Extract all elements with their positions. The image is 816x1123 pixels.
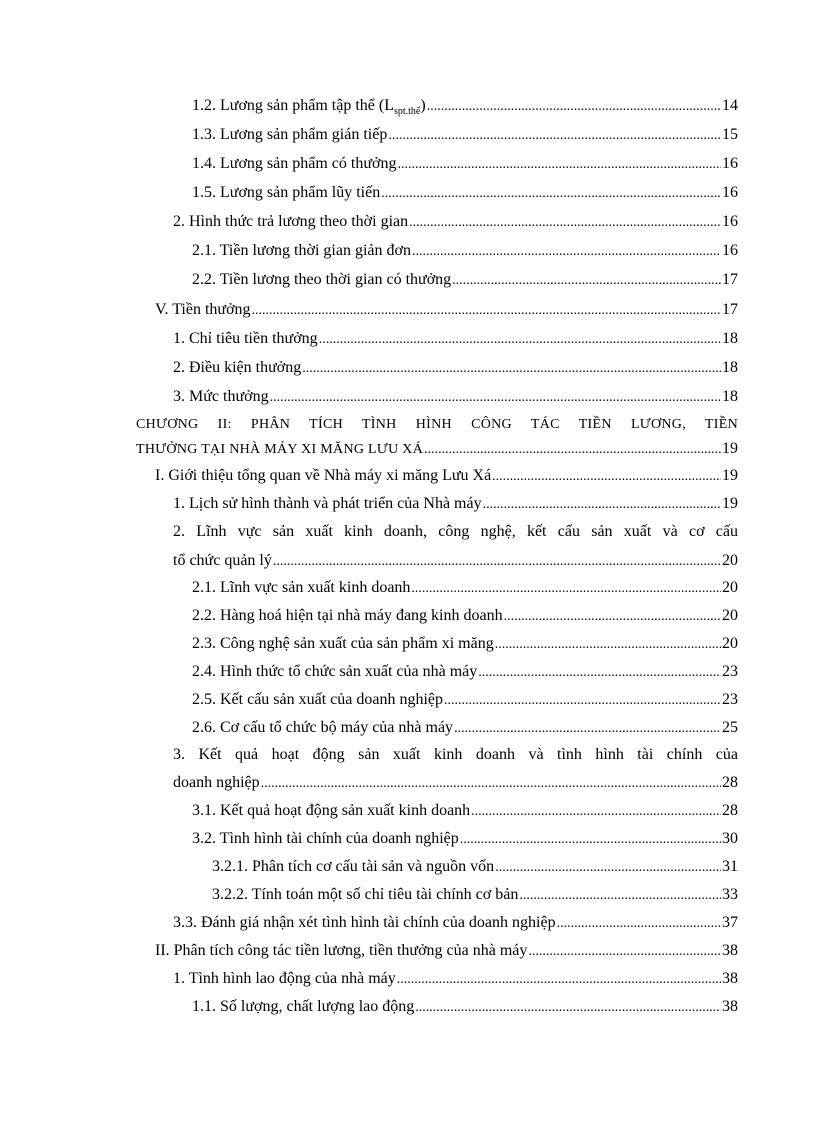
toc-entry — [173, 358, 738, 379]
toc-page-number: 16 — [722, 242, 738, 259]
toc-entry — [192, 96, 738, 117]
toc-page-number: 19 — [722, 467, 738, 484]
dot-leader — [492, 466, 721, 487]
toc-entry — [173, 329, 738, 350]
dot-leader — [427, 96, 721, 117]
toc-entry — [173, 913, 738, 934]
toc-page-number: 16 — [722, 155, 738, 172]
toc-entry — [192, 829, 738, 850]
dot-leader — [424, 439, 721, 460]
toc-entry-title: tổ chức quản lý — [173, 552, 272, 569]
toc-entry — [155, 466, 738, 487]
toc-entry-title: doanh nghiệp — [173, 774, 260, 791]
toc-entry-title: 2. Điều kiện thưởng — [173, 359, 302, 376]
toc-entry — [173, 494, 738, 515]
toc-entry-title: 2.3. Công nghệ sản xuất của sản phẩm xi măng — [192, 635, 494, 652]
dot-leader — [495, 857, 721, 878]
toc-entry — [212, 885, 738, 906]
toc-entry — [173, 773, 738, 794]
toc-entry-title: 3.1. Kết quả hoạt động sản xuất kinh doanh — [192, 802, 471, 819]
dot-leader — [381, 183, 721, 204]
dot-leader — [412, 241, 721, 262]
toc-page-number: 20 — [722, 552, 738, 569]
toc-entry-title: 1.2. Lương sản phẩm tập thể $(L_{spt.thể})$ — [192, 97, 426, 118]
toc-page-number: 16 — [722, 184, 738, 201]
toc-page-number: 15 — [722, 126, 738, 143]
toc-entry-title: 2.1. Tiền lương thời gian giản đơn — [192, 242, 411, 259]
toc-entry-chapter — [136, 439, 738, 460]
toc-entry — [192, 662, 738, 683]
toc-page-number: 33 — [722, 886, 738, 903]
toc-page-number: 17 — [722, 301, 738, 318]
toc-page-number: 18 — [722, 388, 738, 405]
toc-entry-title: 1.5. Lương sản phẩm lũy tiến — [192, 184, 381, 201]
toc-entry-title: 1.3. Lương sản phẩm gián tiếp — [192, 126, 388, 143]
toc-entry — [192, 125, 738, 146]
dot-leader — [397, 154, 721, 175]
dot-leader — [504, 606, 721, 627]
toc-entry-title: 2.5. Kết cấu sản xuất của doanh nghiệp — [192, 691, 444, 708]
toc-entry — [173, 969, 738, 990]
toc-entry-title: 3.2. Tình hình tài chính của doanh nghiệp — [192, 830, 459, 847]
dot-leader — [471, 801, 721, 822]
toc-page-number: 25 — [722, 719, 738, 736]
toc-page-number: 28 — [722, 774, 738, 791]
toc-page-number: 18 — [722, 330, 738, 347]
dot-leader — [444, 690, 721, 711]
toc-page-number: 38 — [722, 998, 738, 1015]
toc-entry-title: 2.2. Tiền lương theo thời gian có thưởng — [192, 271, 452, 288]
toc-page-number: 23 — [722, 691, 738, 708]
toc-page-number: 28 — [722, 802, 738, 819]
toc-entry-title: II. Phân tích công tác tiền lương, tiền thưởng của nhà máy — [155, 942, 528, 959]
dot-leader — [478, 662, 721, 683]
toc-entry-title: 3.3. Đánh giá nhận xét tình hình tài chính của doanh nghiệp — [173, 914, 556, 931]
toc-entry — [173, 551, 738, 572]
dot-leader — [460, 829, 721, 850]
toc-entry — [192, 241, 738, 262]
dot-leader — [252, 300, 721, 321]
toc-entry-title: 1.4. Lương sản phẩm có thưởng — [192, 155, 397, 172]
dot-leader — [519, 885, 721, 906]
toc-entry-title: 3. Mức thưởng — [173, 388, 269, 405]
dot-leader — [411, 578, 721, 599]
dot-leader — [270, 387, 721, 408]
dot-leader — [261, 773, 721, 794]
toc-entry — [173, 387, 738, 408]
toc-page-number: 20 — [722, 607, 738, 624]
toc-page-number: 16 — [722, 213, 738, 230]
toc-entry — [192, 718, 738, 739]
toc-page-number: 31 — [722, 858, 738, 875]
toc-page-number: 17 — [722, 271, 738, 288]
toc-page-number: 37 — [722, 914, 738, 931]
dot-leader — [452, 270, 721, 291]
toc-entry-line1: 3. Kết quả hoạt động sản xuất kinh doanh và tình hình tài chính của — [173, 746, 738, 763]
toc-entry-title: 2.6. Cơ cấu tổ chức bộ máy của nhà máy — [192, 719, 454, 736]
toc-entry — [192, 634, 738, 655]
toc-entry-title: 1.1. Số lượng, chất lượng lao động — [192, 998, 415, 1015]
toc-entry — [192, 154, 738, 175]
toc-page-number: 20 — [722, 579, 738, 596]
toc-entry-title: 2.2. Hàng hoá hiện tại nhà máy đang kinh doanh — [192, 607, 503, 624]
dot-leader — [273, 551, 721, 572]
toc-entry — [192, 801, 738, 822]
toc-entry-title: THƯỞNG TẠI NHÀ MÁY XI MĂNG LƯU XÁ — [136, 442, 424, 457]
dot-leader — [557, 913, 721, 934]
toc-entry — [192, 578, 738, 599]
toc-page-number: 18 — [722, 359, 738, 376]
toc-page-number: 38 — [722, 970, 738, 987]
toc-page-number: 23 — [722, 663, 738, 680]
toc-page-number: 38 — [722, 942, 738, 959]
toc-entry-title: 2. Hình thức trả lương theo thời gian — [173, 213, 409, 230]
toc-entry-title: I. Giới thiệu tổng quan về Nhà máy xi măng Lưu Xá — [155, 467, 492, 484]
dot-leader — [528, 941, 721, 962]
dot-leader — [397, 969, 721, 990]
toc-entry-title: 1. Lịch sử hình thành và phát triển của Nhà máy — [173, 495, 482, 512]
toc-page-number: 19 — [722, 440, 738, 457]
toc-entry-title: 3.2.1. Phân tích cơ cấu tài sản và nguồn vốn — [212, 858, 495, 875]
toc-page-number: 30 — [722, 830, 738, 847]
toc-entry-title: V. Tiền thưởng — [155, 301, 251, 318]
toc-entry-title: 1. Tình hình lao động của nhà máy — [173, 970, 396, 987]
dot-leader — [319, 329, 721, 350]
toc-entry — [155, 300, 738, 321]
toc-entry — [173, 212, 738, 233]
toc-entry — [192, 183, 738, 204]
toc-page-number: 19 — [722, 495, 738, 512]
dot-leader — [415, 997, 721, 1018]
toc-entry — [192, 997, 738, 1018]
toc-entry-title: 2.1. Lĩnh vực sản xuất kinh doanh — [192, 579, 411, 596]
toc-entry — [192, 270, 738, 291]
toc-entry-title: 2.4. Hình thức tổ chức sản xuất của nhà máy — [192, 663, 478, 680]
toc-entry-title: 3.2.2. Tính toán một số chỉ tiêu tài chính cơ bản — [212, 886, 519, 903]
dot-leader — [409, 212, 721, 233]
dot-leader — [302, 358, 721, 379]
dot-leader — [388, 125, 721, 146]
toc-entry — [192, 606, 738, 627]
toc-page-number: 14 — [722, 97, 738, 114]
dot-leader — [454, 718, 721, 739]
dot-leader — [495, 634, 721, 655]
dot-leader — [483, 494, 721, 515]
toc-page-number: 20 — [722, 635, 738, 652]
chapter-heading-line1: CHƯƠNG II: PHÂN TÍCH TÌNH HÌNH CÔNG TÁC TIỀN LƯƠNG, TIỀN — [136, 417, 738, 432]
toc-entry — [212, 857, 738, 878]
toc-entry — [192, 690, 738, 711]
toc-entry-title: 1. Chỉ tiêu tiền thưởng — [173, 330, 318, 347]
toc-entry — [155, 941, 738, 962]
toc-entry-line1: 2. Lĩnh vực sản xuất kinh doanh, công nghệ, kết cấu sản xuất và cơ cấu — [173, 523, 738, 540]
